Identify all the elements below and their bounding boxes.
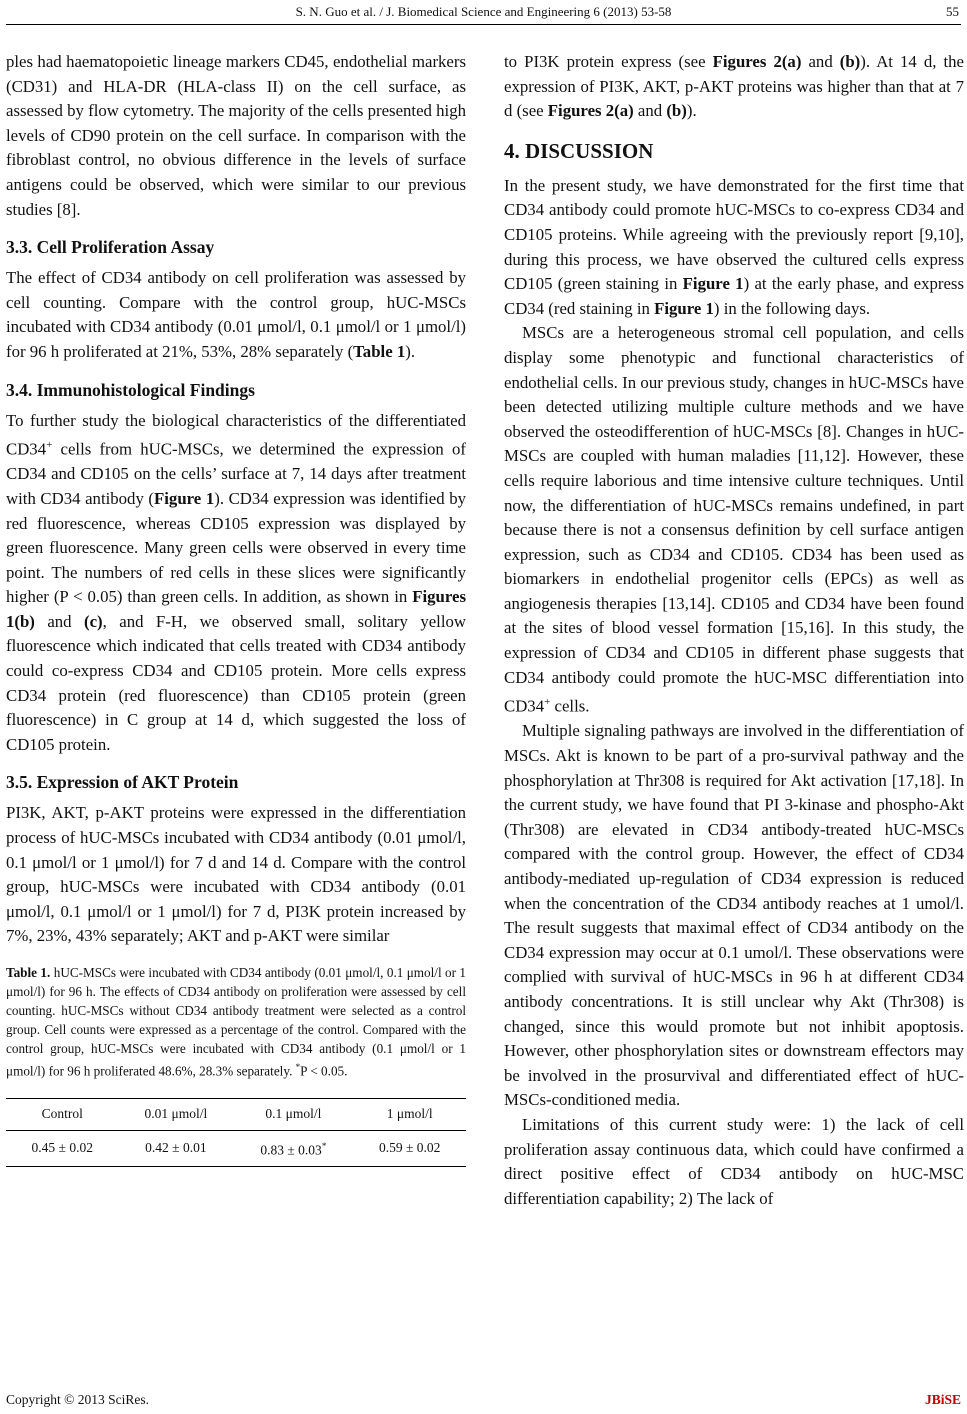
table-header-cell: 1 μmol/l <box>353 1099 466 1131</box>
table-cell: 0.42 ± 0.01 <box>118 1130 233 1166</box>
figure-2b-ref[interactable]: (b) <box>666 101 687 121</box>
figure-1-ref[interactable]: Figure 1 <box>682 274 744 294</box>
table-cell: 0.59 ± 0.02 <box>353 1130 466 1166</box>
discussion-paragraph-1: In the present study, we have demonstrated for the first time that CD34 antibody could promote hUC-MSCs to co-express CD34 and CD105 proteins. While agreeing with the previously report [9,10], during this process, we have observed the cultured cells express CD105 (green staining in Figure 1) at the early phase, and express CD34 (red staining in Figure 1) in the following days. <box>504 175 964 318</box>
section-3-4-heading: 3.4. Immunohistological Findings <box>6 379 255 400</box>
figure-1-ref[interactable]: Figure 1 <box>154 488 215 508</box>
figure-2a-ref[interactable]: Figures 2(a) <box>712 52 802 71</box>
right-column <box>504 50 964 1211</box>
running-head-text: S. N. Guo et al. / J. Biomedical Science and Engineering 6 (2013) 53-58 <box>295 4 672 19</box>
table-1 <box>6 1098 466 1167</box>
page-number: 55 <box>946 4 959 19</box>
figure-1b-ref[interactable]: Figures 1(b) <box>6 587 466 631</box>
table-cell: 0.83 ± 0.03* <box>233 1130 353 1166</box>
journal-brand: JBiSE <box>924 1392 961 1407</box>
left-column <box>6 50 466 1167</box>
header-rule <box>6 24 961 25</box>
figure-2a-ref[interactable]: Figures 2(a) <box>547 101 634 121</box>
paragraph-continued-right: to PI3K protein express (see Figures 2(a) and (b)). At 14 d, the expression of PI3K, AKT, p-AKT proteins was higher than that at 7 d (see Figures 2(a) and (b)). <box>504 52 965 121</box>
table-row <box>6 1130 466 1166</box>
copyright-text: Copyright © 2013 SciRes. <box>6 1392 150 1407</box>
table-header-cell: Control <box>6 1099 118 1131</box>
page-footer <box>6 1392 961 1408</box>
paragraph-continued: ples had haematopoietic lineage markers CD45, endothelial markers (CD31) and HLA-DR (HLA-class II) on the cell surface, as assessed by flow cytometry. The majority of the cells presented high levels of CD90 protein on the cell surface. In comparison with the fibroblast control, no obvious difference in the levels of surface antigens could be observed, which were similar to our previous studies [8]. <box>6 52 466 219</box>
table-1-ref[interactable]: Table 1 <box>353 341 406 361</box>
section-4-heading: 4. DISCUSSION <box>504 138 654 163</box>
figure-2b-ref[interactable]: (b) <box>839 52 861 71</box>
section-3-5-heading: 3.5. Expression of AKT Protein <box>6 772 239 793</box>
section-3-3-paragraph: The effect of CD34 antibody on cell proliferation was assessed by cell counting. Compare with the control group, hUC-MSCs incubated with CD34 antibody (0.01 μmol/l, 0.1 μmol/l or 1 μmol/l) for 96 h proliferated at 21%, 53%, 28% separately (Table 1). <box>6 268 466 361</box>
discussion-paragraph-3: Multiple signaling pathways are involved in the differentiation of MSCs. Akt is known to be part of a pro-survival pathway and the phosphorylation at Thr308 is required for Akt activation [17,18]. In the current study, we have found that PI 3-kinase and phospho-Akt (Thr308) are elevated in CD34 antibody-treated hUC-MSCs compared with the control group. However, the effect of CD34 antibody-mediated up-regulation of CD34 expression is reduced when the concentration of the CD34 antibody reaches at 1 umol/l. The result suggests that maximal effect of CD34 antibody on the CD34 expression may occur at 0.1 umol/l. These observations were complied with survival of hUC-MSCs in 96 h at different CD34 antibody concentrations. It is still unclear why Akt (Thr308) is changed, since this would promote but not inhibit apoptosis. However, other phosphorylation sites or downstream effectors may be involved in the prosurvival and differentiated effect of hUC-MSCs-conditioned media. <box>504 721 964 1110</box>
section-3-5-paragraph: PI3K, AKT, p-AKT proteins were expressed in the differentiation process of hUC-MSCs incubated with CD34 antibody (0.01 μmol/l, 0.1 μmol/l or 1 μmol/l) for 7 d and 14 d. Compare with the control group, hUC-MSCs were incubated with CD34 antibody (0.01 μmol/l, 0.1 μmol/l or 1 μmol/l) for 7 d, PI3K protein increased by 7%, 23%, 43% separately; AKT and p-AKT were similar <box>6 803 466 946</box>
figure-1-ref[interactable]: Figure 1 <box>654 298 714 318</box>
section-3-3-heading: 3.3. Cell Proliferation Assay <box>6 237 215 258</box>
table-header-row <box>6 1099 466 1131</box>
running-header <box>0 4 967 20</box>
discussion-paragraph-2: MSCs are a heterogeneous stromal cell population, and cells display some phenotypic and functional characteristics of endothelial cells. In our previous study, changes in hUC-MSCs have been detected utilizing multiple culture methods and we have observed the osteodifferention of hUC-MSCs [8]. Changes in hUC-MSCs are coupled with human maladies [11,12]. However, these cells require laborious and time intensive culture techniques. Until now, the differentiation of hUC-MSCs remains undefined, in part because there is not a consensus definition by cell surface antigen expression, such as CD34 and CD105. CD34 has been used as biomarkers in endothelial progenitor cells (EPCs) as well as angiogenesis therapies [13,14]. CD105 and CD34 have been found at the sites of blood vessel formation [15,16]. In this study, the expression of CD34 and CD105 in different phase suggests that CD34 antibody could promote the hUC-MSC differentiation into CD34+ cells. <box>504 323 964 716</box>
table-header-cell: 0.01 μmol/l <box>118 1099 233 1131</box>
figure-1c-ref[interactable]: (c) <box>84 611 103 631</box>
table-cell: 0.45 ± 0.02 <box>6 1130 118 1166</box>
section-3-4-paragraph: To further study the biological characteristics of the differentiated CD34+ cells from hUC-MSCs, we determined the expression of CD34 and CD105 on the cells’ surface at 7, 14 days after treatment with CD34 antibody (Figure 1). CD34 expression was identified by red fluorescence, whereas CD105 expression was displayed by green fluorescence. Many green cells were observed in every time point. The numbers of red cells in these slices were significantly higher (P < 0.05) than green cells. In addition, as shown in Figures 1(b) and (c), and F-H, we observed small, solitary yellow fluorescence which indicated that cells treated with CD34 antibody could co-express CD34 and CD105 protein. More cells express CD34 protein (red fluorescence) than CD105 protein (green fluorescence) in C group at 14 d, which suggested the loss of CD105 protein. <box>6 410 467 754</box>
discussion-paragraph-4: Limitations of this current study were: 1) the lack of cell proliferation assay continuous data, which could have confirmed a direct positive effect of CD34 antibody on hUC-MSC differentiation capability; 2) The lack of <box>504 1114 964 1208</box>
table-1-caption: Table 1. hUC-MSCs were incubated with CD34 antibody (0.01 μmol/l, 0.1 μmol/l or 1 μmol/l) for 96 h. The effects of CD34 antibody on proliferation were assessed by cell counting. hUC-MSCs without CD34 antibody treatment were selected as a control group. Cell counts were expressed as a percentage of the control. Compared with the control group, hUC-MSCs were incubated with CD34 antibody (0.1 μmol/l or 1 μmol/l) for 96 h proliferated 48.6%, 28.3% separately. *P < 0.05. <box>6 965 467 1079</box>
table-header-cell: 0.1 μmol/l <box>233 1099 353 1131</box>
